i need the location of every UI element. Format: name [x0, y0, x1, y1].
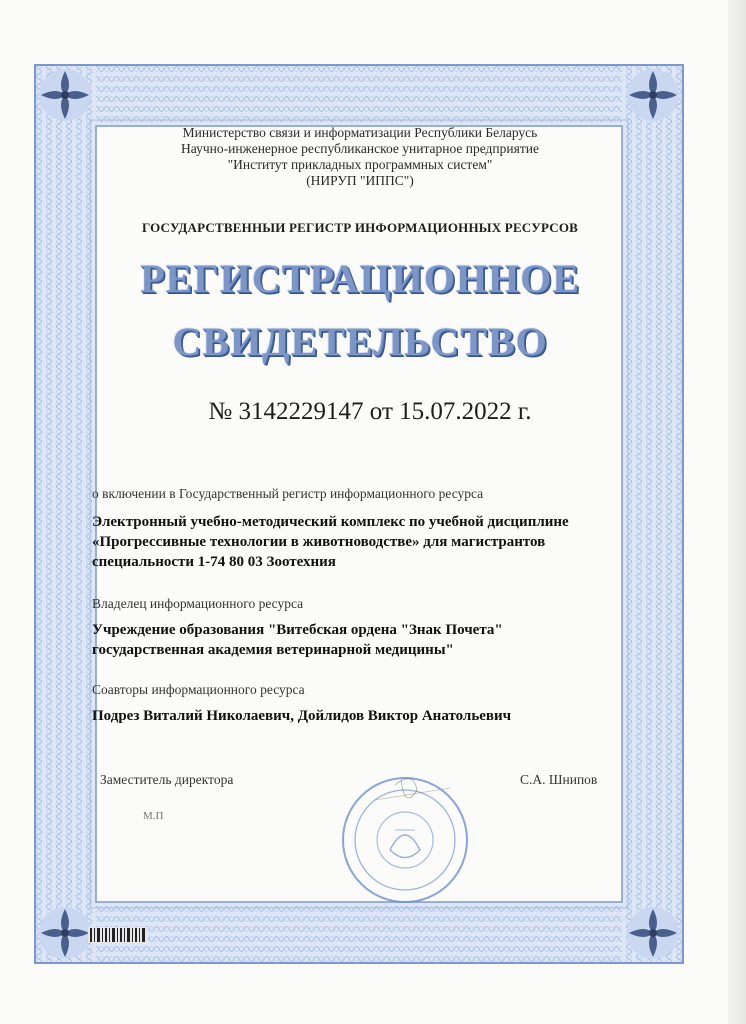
issuer-block — [100, 125, 620, 189]
coauthors-section — [92, 682, 612, 726]
owner-label: Владелец информационного ресурса — [92, 596, 304, 611]
resource-section — [92, 486, 612, 572]
certificate-number: № 3142229147 от 15.07.2022 г. — [208, 398, 532, 425]
owner-section — [92, 596, 612, 660]
stamp-place-mark: М.П — [143, 810, 164, 822]
certificate-title-line1: РЕГИСТРАЦИОННОЕ — [140, 256, 580, 301]
coauthors-label: Соавторы информационного ресурса — [92, 682, 305, 697]
owner-name-line: государственная академия ветеринарной медицины" — [92, 642, 454, 658]
resource-name-line: «Прогрессивные технологии в животноводстве» для магистрантов — [92, 534, 546, 550]
enterprise-line: Научно-инженерное республиканское унитарное предприятие — [181, 141, 539, 156]
institute-line: "Институт прикладных программных систем" — [227, 157, 493, 172]
signatory-name: С.А. Шнипов — [520, 772, 598, 787]
resource-name-line: Электронный учебно-методический комплекс по учебной дисциплине — [92, 514, 569, 530]
abbreviation-line: (НИРУП "ИППС") — [306, 173, 414, 188]
official-seal-icon — [335, 770, 475, 910]
barcode-icon — [88, 927, 148, 943]
coauthors-names: Подрез Виталий Николаевич, Дойлидов Виктор Анатольевич — [92, 708, 512, 724]
ministry-line: Министерство связи и информатизации Республики Беларусь — [182, 125, 538, 140]
owner-name-line: Учреждение образования "Витебская ордена "Знак Почета" — [92, 622, 503, 638]
certificate-title-line2: СВИДЕТЕЛЬСТВО — [172, 319, 548, 364]
resource-name-line: специальности 1-74 80 03 Зоотехния — [92, 554, 336, 570]
signatory-position: Заместитель директора — [100, 772, 234, 787]
registry-heading: ГОСУДАРСТВЕННЫИ РЕГИСТР ИНФОРМАЦИОННЫХ РЕСУРСОВ — [141, 220, 579, 235]
resource-label: о включении в Государственный регистр информационного ресурса — [92, 486, 484, 501]
